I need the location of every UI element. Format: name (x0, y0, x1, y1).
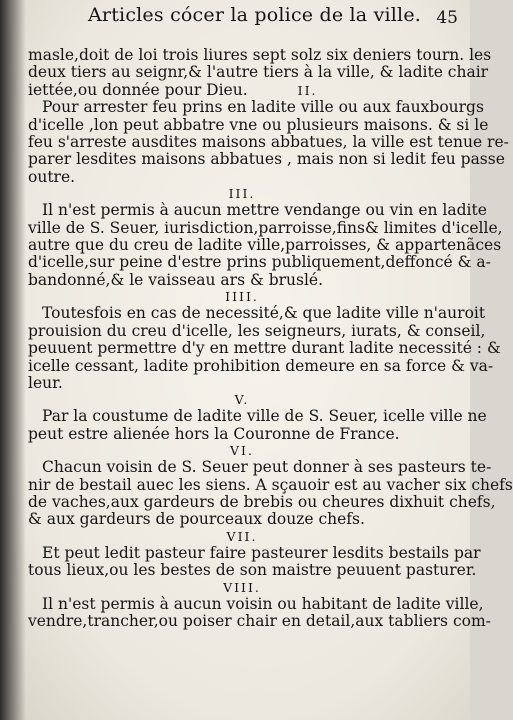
article-heading-2: II. (297, 82, 318, 98)
article-heading-4: IIII. (225, 289, 259, 305)
text-line: masle,doit de loi trois liures sept solz six deniers tourn. les (28, 46, 492, 64)
article-heading-6: VI. (230, 443, 254, 459)
text-line: peut estre alienée hors la Couronne de France. (28, 424, 400, 443)
text-line (28, 82, 456, 99)
text-line: Toutesfois en cas de necessité,& que ladite ville n'auroit (42, 304, 486, 323)
text-line: bandonné,& le vaisseau ars & bruslé. (28, 270, 324, 289)
text-line: parer lesdites maisons abbatues , mais non si ledit feu passe (28, 150, 505, 169)
text-line: nir de bestail auec les siens. A sçauoir est au vacher six chefs (28, 475, 513, 494)
text-line: leur. (28, 373, 63, 392)
text-line: d'icelle,sur peine d'estre prins publiquement,deffoncé & a- (28, 253, 491, 272)
text-line: prouision du creu d'icelle, les seigneurs, iurats, & conseil, (28, 321, 486, 340)
text-line: autre que du creu de ladite ville,parroisses, & appartenãces (28, 236, 502, 255)
text-line-content: iettée,ou donnée pour Dieu. (28, 80, 248, 99)
page-number: 45 (436, 8, 458, 28)
text-line: outre. (28, 167, 76, 186)
text-line: Il n'est permis à aucun voisin ou habitant de ladite ville, (42, 594, 484, 613)
text-line: vendre,trancher,ou poiser chair en detail,aux tabliers com- (28, 611, 491, 630)
article-heading-7: VII. (226, 528, 258, 544)
article-heading-8: VIII. (223, 579, 261, 595)
text-line: de vaches,aux gardeurs de brebis ou cheures dixhuit chefs, (28, 492, 496, 511)
text-line: Chacun voisin de S. Seuer peut donner à ses pasteurs te- (42, 458, 492, 477)
text-line: & aux gardeurs de pourceaux douze chefs. (28, 510, 365, 529)
text-line: d'icelle ,lon peut abbatre vne ou plusieurs maisons. & si le (28, 115, 489, 134)
binding-shadow (0, 0, 26, 720)
text-line: icelle cessant, ladite prohibition demeure en sa force & va- (28, 356, 494, 375)
body-text (28, 46, 513, 630)
text-line: peuuent permettre d'y en mettre durant ladite necessité : & (28, 339, 501, 358)
article-heading-5: V. (234, 392, 250, 408)
text-line: Il n'est permis à aucun mettre vendange ou vin en ladite (42, 201, 487, 220)
running-head: Articles cócer la police de la ville. (88, 4, 422, 26)
text-line: deux tiers au seignr,& l'autre tiers à la ville, & ladite chair (28, 63, 489, 82)
article-heading-3: III. (228, 186, 256, 202)
text-line: feu s'arreste ausdites maisons abbatues, la ville est tenue re- (28, 133, 509, 152)
page-header (88, 2, 458, 36)
text-line: tous lieux,ou les bestes de son maistre peuuent pasturer. (28, 561, 477, 580)
text-line: ville de S. Seuer, iurisdiction,parroisse,fins& limites d'icelle, (28, 218, 503, 237)
text-line: Pour arrester feu prins en ladite ville ou aux fauxbourgs (42, 98, 484, 117)
text-line: Et peut ledit pasteur faire pasteurer lesdits bestails par (42, 543, 481, 562)
text-line: Par la coustume de ladite ville de S. Seuer, icelle ville ne (42, 407, 487, 426)
